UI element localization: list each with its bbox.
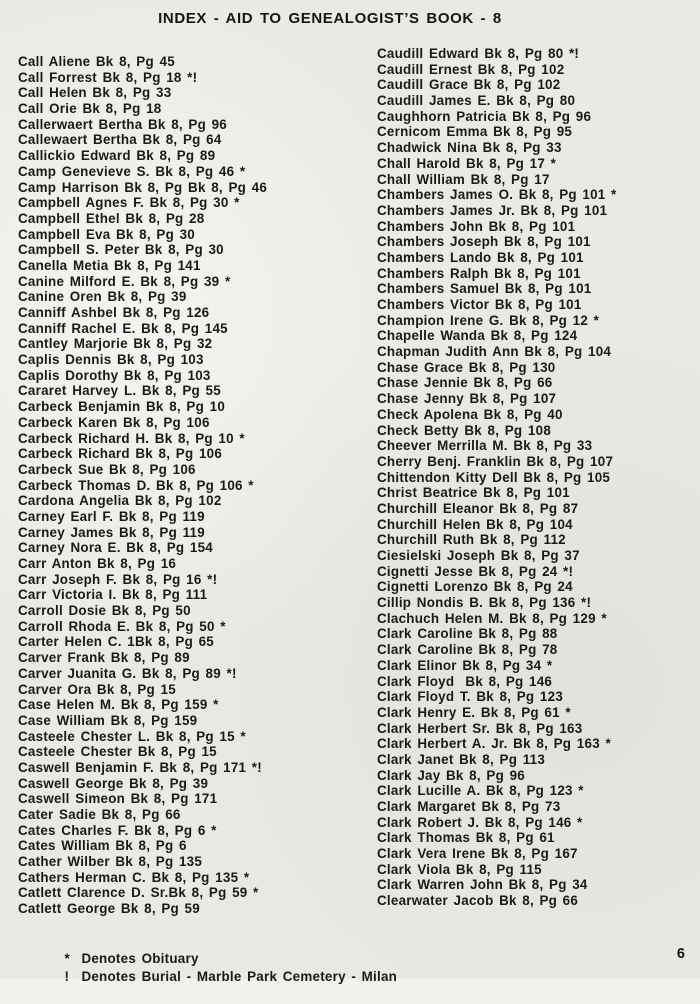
index-entry: Carver Ora Bk 8, Pg 15 [18, 681, 176, 697]
index-entry: Chambers James Jr. Bk 8, Pg 101 [377, 202, 608, 218]
index-entry: Clark Herbert A. Jr. Bk 8, Pg 163 * [377, 736, 611, 752]
index-entry: Clark Jay Bk 8, Pg 96 [377, 767, 525, 783]
index-entry: Caplis Dorothy Bk 8, Pg 103 [18, 367, 211, 383]
index-entry: Cater Sadie Bk 8, Pg 66 [18, 807, 181, 822]
index-entry: Caplis Dennis Bk 8, Pg 103 [18, 352, 204, 368]
index-entry: Check Apolena Bk 8, Pg 40 [377, 406, 563, 422]
index-entry: Call Orie Bk 8, Pg 18 [18, 101, 162, 117]
index-entry: Clark Warren John Bk 8, Pg 34 [377, 877, 588, 893]
index-entry: Canniff Ashbel Bk 8, Pg 126 [18, 305, 210, 320]
index-entry: Chittendon Kitty Dell Bk 8, Pg 105 [377, 469, 611, 485]
index-entry: Caudill Ernest Bk 8, Pg 102 [377, 61, 565, 77]
index-entry: Chase Jennie Bk 8, Pg 66 [377, 375, 553, 391]
index-entry: Clark Viola Bk 8, Pg 115 [377, 861, 542, 877]
legend [31, 932, 398, 984]
index-entry: Carver Frank Bk 8, Pg 89 [18, 650, 190, 666]
index-entry: Carbeck Richard Bk 8, Pg 106 [18, 446, 223, 462]
index-entry: Chapelle Wanda Bk 8, Pg 124 [377, 328, 578, 344]
index-entry: Chall Harold Bk 8, Pg 17 * [377, 155, 557, 171]
index-entry: Carr Joseph F. Bk 8, Pg 16 *! [18, 571, 218, 587]
index-entry: Carney James Bk 8, Pg 119 [18, 524, 205, 540]
index-entry: Clark Henry E. Bk 8, Pg 61 * [377, 704, 571, 720]
index-entry: Clark Margaret Bk 8, Pg 73 [377, 799, 561, 814]
index-entry: Canine Oren Bk 8, Pg 39 [18, 289, 187, 305]
index-entry: Carver Juanita G. Bk 8, Pg 89 *! [18, 665, 237, 681]
index-entry: Caudill James E. Bk 8, Pg 80 [377, 93, 576, 109]
index-entry: Clark Caroline Bk 8, Pg 78 [377, 642, 558, 658]
index-entry: Canine Milford E. Bk 8, Pg 39 * [18, 273, 231, 289]
index-entry: Churchill Helen Bk 8, Pg 104 [377, 516, 573, 532]
index-entry: Cates Charles F. Bk 8, Pg 6 * [18, 822, 217, 838]
index-entry: Carroll Dosie Bk 8, Pg 50 [18, 603, 191, 619]
index-entry: Chambers Ralph Bk 8, Pg 101 [377, 265, 581, 281]
index-entry: Clark Robert J. Bk 8, Pg 146 * [377, 814, 583, 830]
index-entry: Clark Lucille A. Bk 8, Pg 123 * [377, 783, 584, 799]
index-entry: Campbell Agnes F. Bk 8, Pg 30 * [18, 195, 240, 211]
index-entry: Clark Vera Irene Bk 8, Pg 167 [377, 846, 578, 862]
index-entry: Caughhorn Patricia Bk 8, Pg 96 [377, 108, 592, 124]
index-entry: Chambers James O. Bk 8, Pg 101 * [377, 187, 617, 203]
index-entry: Carroll Rhoda E. Bk 8, Pg 50 * [18, 618, 226, 634]
index-entry: Clachuch Helen M. Bk 8, Pg 129 * [377, 610, 607, 626]
index-column-left [18, 54, 363, 917]
legend-item [31, 932, 397, 966]
index-entry: Callerwaert Bertha Bk 8, Pg 96 [18, 116, 228, 132]
index-entry: Carbeck Thomas D. Bk 8, Pg 106 * [18, 477, 254, 493]
index-entry: Call Forrest Bk 8, Pg 18 *! [18, 69, 198, 85]
index-entry: Ciesielski Joseph Bk 8, Pg 37 [377, 548, 580, 563]
index-entry: Chambers Victor Bk 8, Pg 101 [377, 297, 582, 312]
index-entry: Caswell George Bk 8, Pg 39 [18, 775, 209, 791]
index-entry: Christ Beatrice Bk 8, Pg 101 [377, 485, 570, 501]
index-entry: Clearwater Jacob Bk 8, Pg 66 [377, 893, 579, 909]
index-entry: Clark Thomas Bk 8, Pg 61 [377, 830, 555, 846]
index-entry: Cherry Benj. Franklin Bk 8, Pg 107 [377, 453, 614, 469]
index-entry: Clark Janet Bk 8, Pg 113 [377, 751, 546, 767]
index-entry: Camp Harrison Bk 8, Pg Bk 8, Pg 46 [18, 179, 268, 195]
legend-text: Denotes Burial - Marble Park Cemetery - Milan [81, 969, 398, 984]
index-entry: Chambers Samuel Bk 8, Pg 101 [377, 281, 592, 297]
index-entry: Callickio Edward Bk 8, Pg 89 [18, 148, 216, 164]
index-entry: Chambers John Bk 8, Pg 101 [377, 218, 576, 234]
legend-text: Denotes Obituary [81, 951, 199, 966]
page-number: 6 [676, 946, 685, 962]
index-entry: Cararet Harvey L. Bk 8, Pg 55 [18, 383, 221, 399]
index-entry: Cignetti Lorenzo Bk 8, Pg 24 [377, 579, 573, 595]
index-entry: Call Aliene Bk 8, Pg 45 [18, 54, 175, 69]
index-entry: Chapman Judith Ann Bk 8, Pg 104 [377, 344, 612, 360]
index-entry: Campbell Ethel Bk 8, Pg 28 [18, 210, 205, 226]
index-entry: Campbell Eva Bk 8, Pg 30 [18, 226, 195, 242]
index-entry: Clark Elinor Bk 8, Pg 34 * [377, 657, 553, 673]
index-entry: Chall William Bk 8, Pg 17 [377, 171, 550, 187]
page-title: INDEX - AID TO GENEALOGIST’S BOOK - 8 [158, 10, 502, 27]
index-entry: Chambers Lando Bk 8, Pg 101 [377, 249, 584, 265]
index-entry: Casteele Chester L. Bk 8, Pg 15 * [18, 728, 246, 744]
index-entry: Cheever Merrilla M. Bk 8, Pg 33 [377, 438, 593, 454]
legend-symbol: ! [64, 969, 70, 984]
index-entry: Carbeck Richard H. Bk 8, Pg 10 * [18, 430, 245, 446]
index-entry: Caudill Edward Bk 8, Pg 80 *! [377, 46, 580, 61]
index-entry: Carbeck Karen Bk 8, Pg 106 [18, 414, 210, 430]
index-entry: Case William Bk 8, Pg 159 [18, 712, 198, 728]
index-entry: Cathers Herman C. Bk 8, Pg 135 * [18, 869, 250, 885]
index-entry: Carney Nora E. Bk 8, Pg 154 [18, 540, 213, 556]
index-entry: Camp Genevieve S. Bk 8, Pg 46 * [18, 163, 246, 179]
index-entry: Champion Irene G. Bk 8, Pg 12 * [377, 312, 600, 328]
index-entry: Chase Jenny Bk 8, Pg 107 [377, 391, 557, 407]
index-entry: Clark Floyd Bk 8, Pg 146 [377, 673, 553, 689]
index-entry: Churchill Eleanor Bk 8, Pg 87 [377, 500, 579, 516]
index-entry: Caswell Benjamin F. Bk 8, Pg 171 *! [18, 759, 262, 775]
index-entry: Cardona Angelia Bk 8, Pg 102 [18, 493, 222, 509]
index-entry: Carbeck Sue Bk 8, Pg 106 [18, 461, 196, 477]
index-entry: Carter Helen C. 1Bk 8, Pg 65 [18, 634, 214, 650]
index-entry: Callewaert Bertha Bk 8, Pg 64 [18, 132, 222, 148]
index-entry: Chase Grace Bk 8, Pg 130 [377, 359, 556, 375]
index-entry: Carbeck Benjamin Bk 8, Pg 10 [18, 399, 226, 415]
index-entry: Casteele Chester Bk 8, Pg 15 [18, 744, 217, 760]
index-entry: Cernicom Emma Bk 8, Pg 95 [377, 124, 573, 140]
index-entry: Chadwick Nina Bk 8, Pg 33 [377, 140, 562, 156]
index-entry: Catlett Clarence D. Sr.Bk 8, Pg 59 * [18, 885, 259, 901]
index-entry: Carr Victoria I. Bk 8, Pg 111 [18, 587, 208, 603]
index-entry: Cather Wilber Bk 8, Pg 135 [18, 854, 203, 870]
index-entry: Clark Floyd T. Bk 8, Pg 123 [377, 689, 564, 705]
index-entry: Chambers Joseph Bk 8, Pg 101 [377, 234, 591, 250]
index-entry: Canella Metia Bk 8, Pg 141 [18, 257, 201, 273]
index-entry: Cantley Marjorie Bk 8, Pg 32 [18, 336, 213, 352]
index-entry: Caudill Grace Bk 8, Pg 102 [377, 77, 561, 93]
index-entry: Cignetti Jesse Bk 8, Pg 24 *! [377, 563, 574, 579]
index-entry: Call Helen Bk 8, Pg 33 [18, 85, 172, 101]
index-entry: Carr Anton Bk 8, Pg 16 [18, 556, 177, 571]
index-entry: Campbell S. Peter Bk 8, Pg 30 [18, 242, 224, 258]
legend-symbol: * [64, 951, 70, 966]
index-entry: Catlett George Bk 8, Pg 59 [18, 901, 200, 917]
index-entry: Clark Caroline Bk 8, Pg 88 [377, 626, 558, 642]
index-entry: Churchill Ruth Bk 8, Pg 112 [377, 532, 566, 548]
index-entry: Carney Earl F. Bk 8, Pg 119 [18, 508, 205, 524]
index-entry: Cates William Bk 8, Pg 6 [18, 838, 187, 854]
index-entry: Cillip Nondis B. Bk 8, Pg 136 *! [377, 595, 592, 611]
index-entry: Case Helen M. Bk 8, Pg 159 * [18, 697, 219, 713]
index-entry: Clark Herbert Sr. Bk 8, Pg 163 [377, 720, 583, 736]
index-entry: Check Betty Bk 8, Pg 108 [377, 422, 552, 438]
index-entry: Caswell Simeon Bk 8, Pg 171 [18, 791, 218, 807]
index-column-right [377, 46, 700, 909]
index-entry: Canniff Rachel E. Bk 8, Pg 145 [18, 320, 228, 336]
